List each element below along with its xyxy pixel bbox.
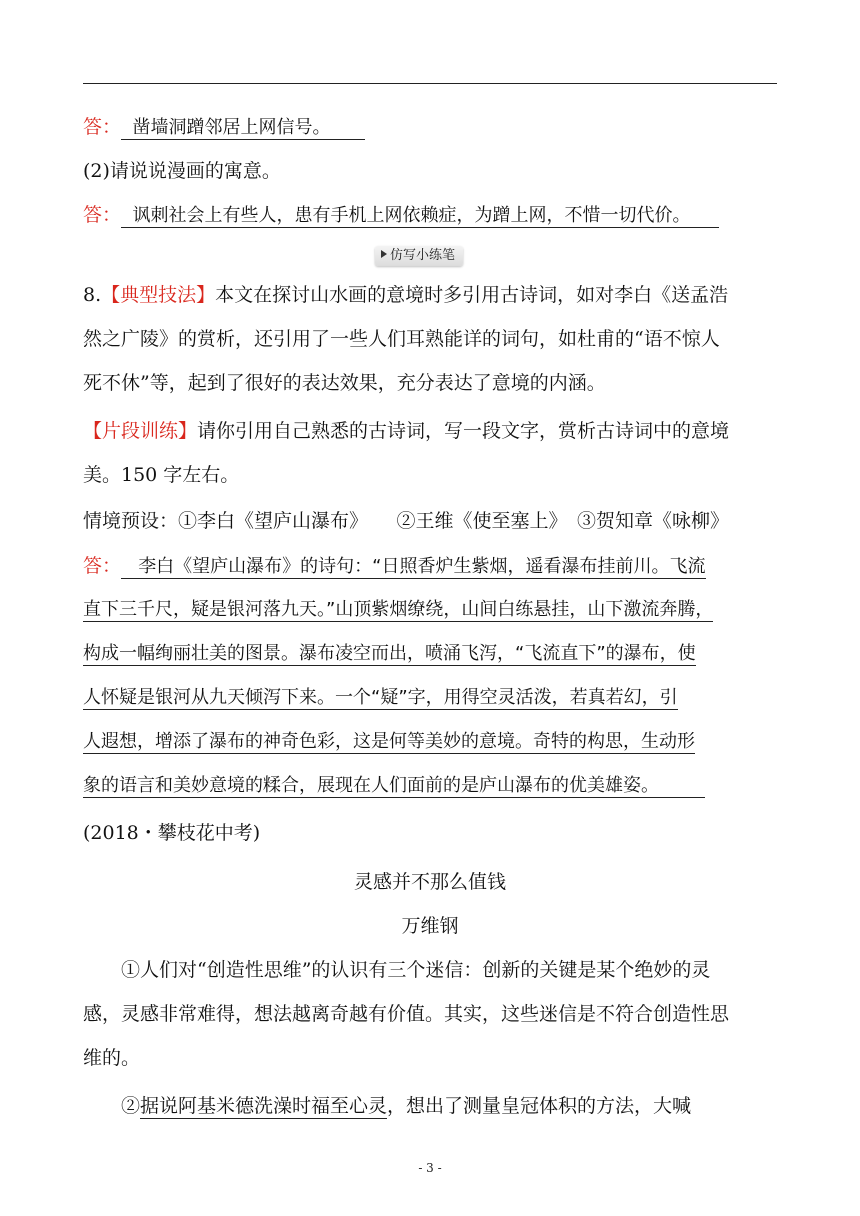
answer-1 [83,114,365,141]
question-2: (2)请说说漫画的寓意。 [83,160,281,182]
answer-3-line-5: 人遐想，增添了瀑布的神奇色彩，这是何等美妙的意境。奇特的构思，生动形 [83,731,695,752]
practice-tag: 【片段训练】 [83,420,198,442]
question-8-line-3: 死不休”等，起到了很好的表达效果，充分表达了意境的内涵。 [83,372,606,394]
paragraph-1-line-1: ①人们对“创造性思维”的认识有三个迷信：创新的关键是某个绝妙的灵 [121,959,711,981]
paragraph-1-line-2: 感，灵感非常难得，想法越离奇越有价值。其实，这些迷信是不符合创造性思 [83,1003,730,1025]
answer-3-line-6: 象的语言和美妙意境的糅合，展现在人们面前的是庐山瀑布的优美雄姿。 [83,773,705,799]
answer-2-text: 讽刺社会上有些人，患有手机上网依赖症，为蹭上网，不惜一切代价。 [121,205,719,228]
answer-2 [83,202,719,229]
answer-3-line-1: 答： 李白《望庐山瀑布》的诗句：“日照香炉生紫烟，遥看瀑布挂前川。飞流 [83,555,706,577]
article-title: 灵感并不那么值钱 [353,871,506,893]
answer-1-text: 凿墙洞蹭邻居上网信号。 [121,117,365,140]
practice-line-1: 【片段训练】请你引用自己熟悉的古诗词，写一段文字，赏析古诗词中的意境 [83,420,730,442]
article-author: 万维钢 [401,915,459,937]
underlined-phrase: 据说阿基米德洗澡时福至心灵 [140,1095,388,1117]
answer-3-line-4: 人怀疑是银河从九天倾泻下来。一个“疑”字，用得空灵活泼，若真若幻，引 [83,687,678,708]
answer-label: 答： [83,555,122,577]
section-badge: 仿写小练笔 [375,246,463,266]
page-number: - 3 - [418,1161,442,1175]
paragraph-2-line-1: ②据说阿基米德洗澡时福至心灵，想出了测量皇冠体积的方法，大喊 [121,1095,692,1117]
paragraph-1-line-3: 维的。 [83,1047,141,1069]
source-note: (2018・攀枝花中考) [83,822,261,844]
play-triangle-icon [381,250,387,258]
header-rule [83,83,777,84]
question-8-line-2: 然之广陵》的赏析，还引用了一些人们耳熟能详的词句，如杜甫的“语不惊人 [83,328,720,350]
answer-label: 答： [83,116,122,138]
scenario-line: 情境预设：①李白《望庐山瀑布》 ②王维《使至塞上》 ③贺知章《咏柳》 [83,510,730,532]
answer-3-line-2: 直下三千尺，疑是银河落九天。”山顶紫烟缭绕，山间白练悬挂，山下激流奔腾， [83,599,714,620]
question-8-line-1: 8.【典型技法】本文在探讨山水画的意境时多引用古诗词，如对李白《送孟浩 [83,284,729,306]
technique-tag: 【典型技法】 [101,284,216,306]
practice-line-2: 美。150 字左右。 [83,464,240,486]
answer-label: 答： [83,204,122,226]
answer-3-line-3: 构成一幅绚丽壮美的图景。瀑布凌空而出，喷涌飞泻，“飞流直下”的瀑布，使 [83,643,696,664]
